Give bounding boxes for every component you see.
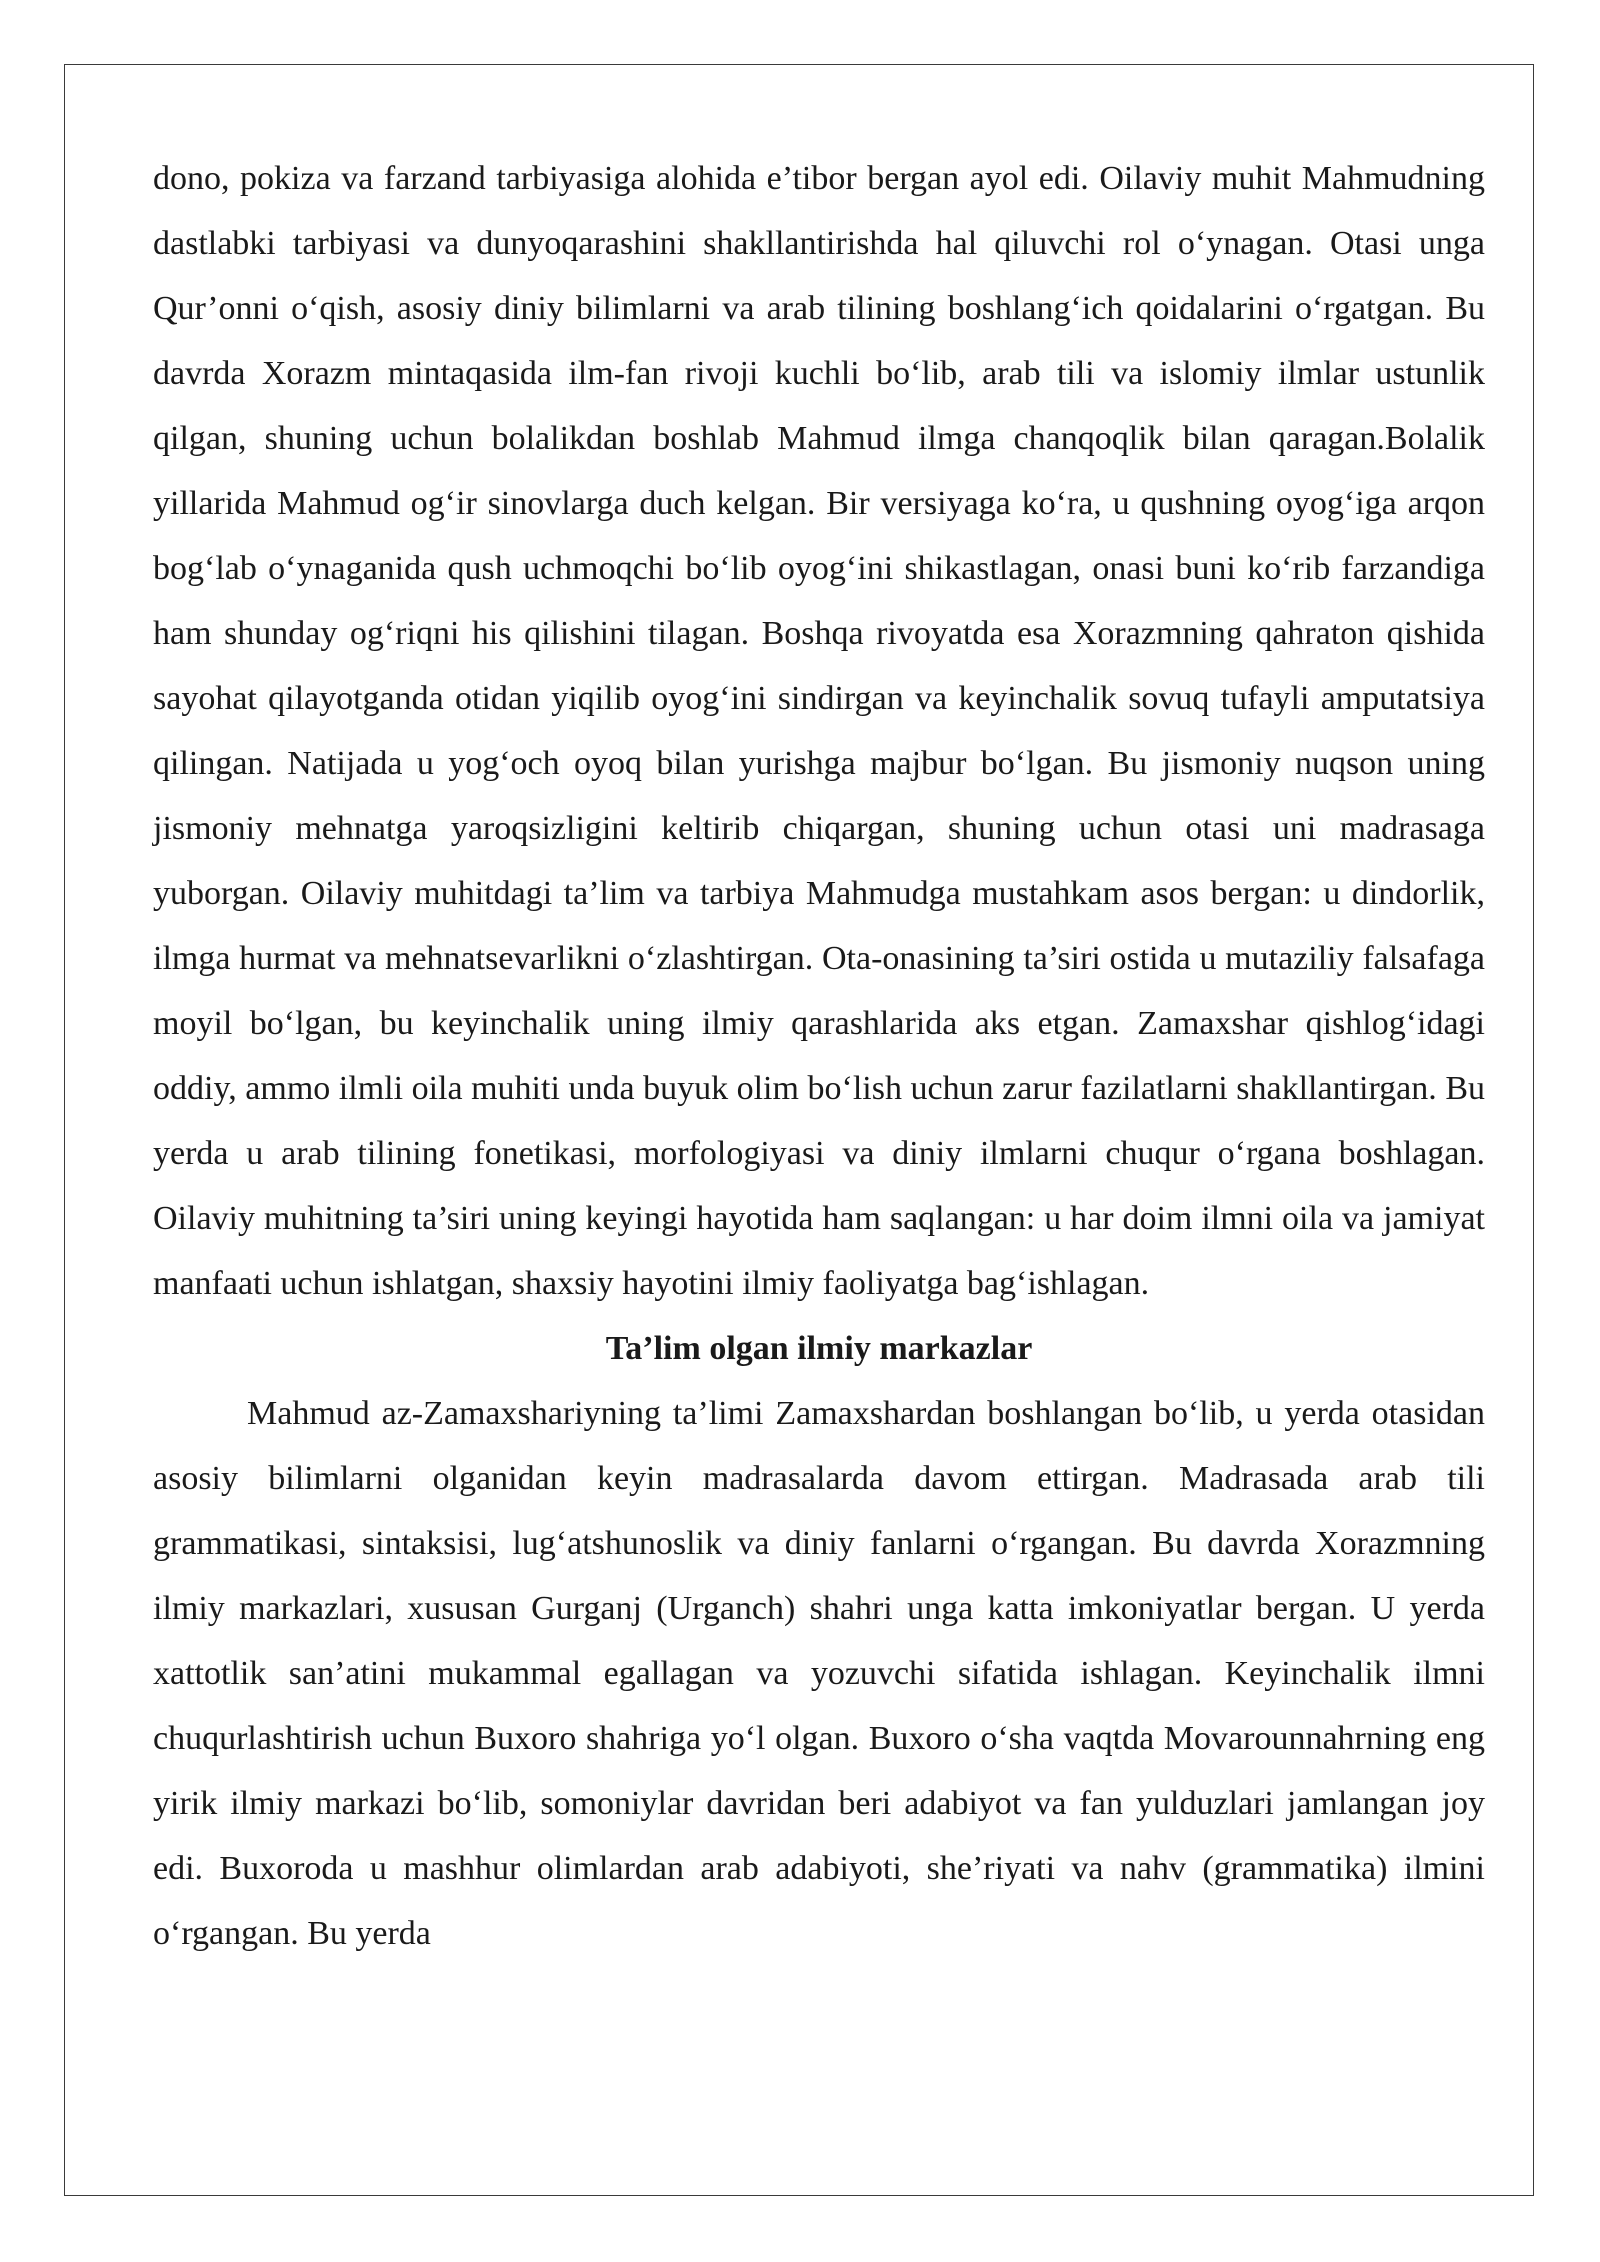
document-body: [153, 146, 1485, 1966]
section-heading: Ta’lim olgan ilmiy markazlar: [605, 1330, 1033, 1367]
body-paragraph: dono, pokiza va farzand tarbiyasiga alohida e’tibor bergan ayol edi. Oilaviy muhit Mahmudning dastlabki tarbiyasi va dunyoqarashini shakllantirishda hal qiluvchi rol o‘ynagan. Otasi unga Qur’onni o‘qish, asosiy diniy bilimlarni va arab tilining boshlang‘ich qoidalarini o‘rgatgan. Bu davrda Xorazm mintaqasida ilm-fan rivoji kuchli bo‘lib, arab tili va islomiy ilmlar ustunlik qilgan, shuning uchun bolalikdan boshlab Mahmud ilmga chanqoqlik bilan qaragan.Bolalik yillarida Mahmud og‘ir sinovlarga duch kelgan. Bir versiyaga ko‘ra, u qushning oyog‘iga arqon bog‘lab o‘ynaganida qush uchmoqchi bo‘lib oyog‘ini shikastlagan, onasi buni ko‘rib farzandiga ham shunday og‘riqni his qilishini tilagan. Boshqa rivoyatda esa Xorazmning qahraton qishida sayohat qilayotganda otidan yiqilib oyog‘ini sindirgan va keyinchalik sovuq tufayli amputatsiya qilingan. Natijada u yog‘och oyoq bilan yurishga majbur bo‘lgan. Bu jismoniy nuqson uning jismoniy mehnatga yaroqsizligini keltirib chiqargan, shuning uchun otasi uni madrasaga yuborgan. Oilaviy muhitdagi ta’lim va tarbiya Mahmudga mustahkam asos bergan: u dindorlik, ilmga hurmat va mehnatsevarlikni o‘zlashtirgan. Ota-onasining ta’siri ostida u mutaziliy falsafaga moyil bo‘lgan, bu keyinchalik uning ilmiy qarashlarida aks etgan. Zamaxshar qishlog‘idagi oddiy, ammo ilmli oila muhiti unda buyuk olim bo‘lish uchun zarur fazilatlarni shakllantirgan. Bu yerda u arab tilining fonetikasi, morfologiyasi va diniy ilmlarni chuqur o‘rgana boshlagan. Oilaviy muhitning ta’siri uning keyingi hayotida ham saqlangan: u har doim ilmni oila va jamiyat manfaati uchun ishlatgan, shaxsiy hayotini ilmiy faoliyatga bag‘ishlagan.: [153, 160, 1485, 1302]
body-paragraph: Mahmud az-Zamaxshariyning ta’limi Zamaxshardan boshlangan bo‘lib, u yerda otasidan asosiy bilimlarni olganidan keyin madrasalarda davom ettirgan. Madrasada arab tili grammatikasi, sintaksisi, lug‘atshunoslik va diniy fanlarni o‘rgangan. Bu davrda Xorazmning ilmiy markazlari, xususan Gurganj (Urganch) shahri unga katta imkoniyatlar bergan. U yerda xattotlik san’atini mukammal egallagan va yozuvchi sifatida ishlagan. Keyinchalik ilmni chuqurlashtirish uchun Buxoro shahriga yo‘l olgan. Buxoro o‘sha vaqtda Movarounnahrning eng yirik ilmiy markazi bo‘lib, somoniylar davridan beri adabiyot va fan yulduzlari jamlangan joy edi. Buxoroda u mashhur olimlardan arab adabiyoti, she’riyati va nahv (grammatika) ilmini o‘rgangan. Bu yerda: [153, 1395, 1485, 1952]
